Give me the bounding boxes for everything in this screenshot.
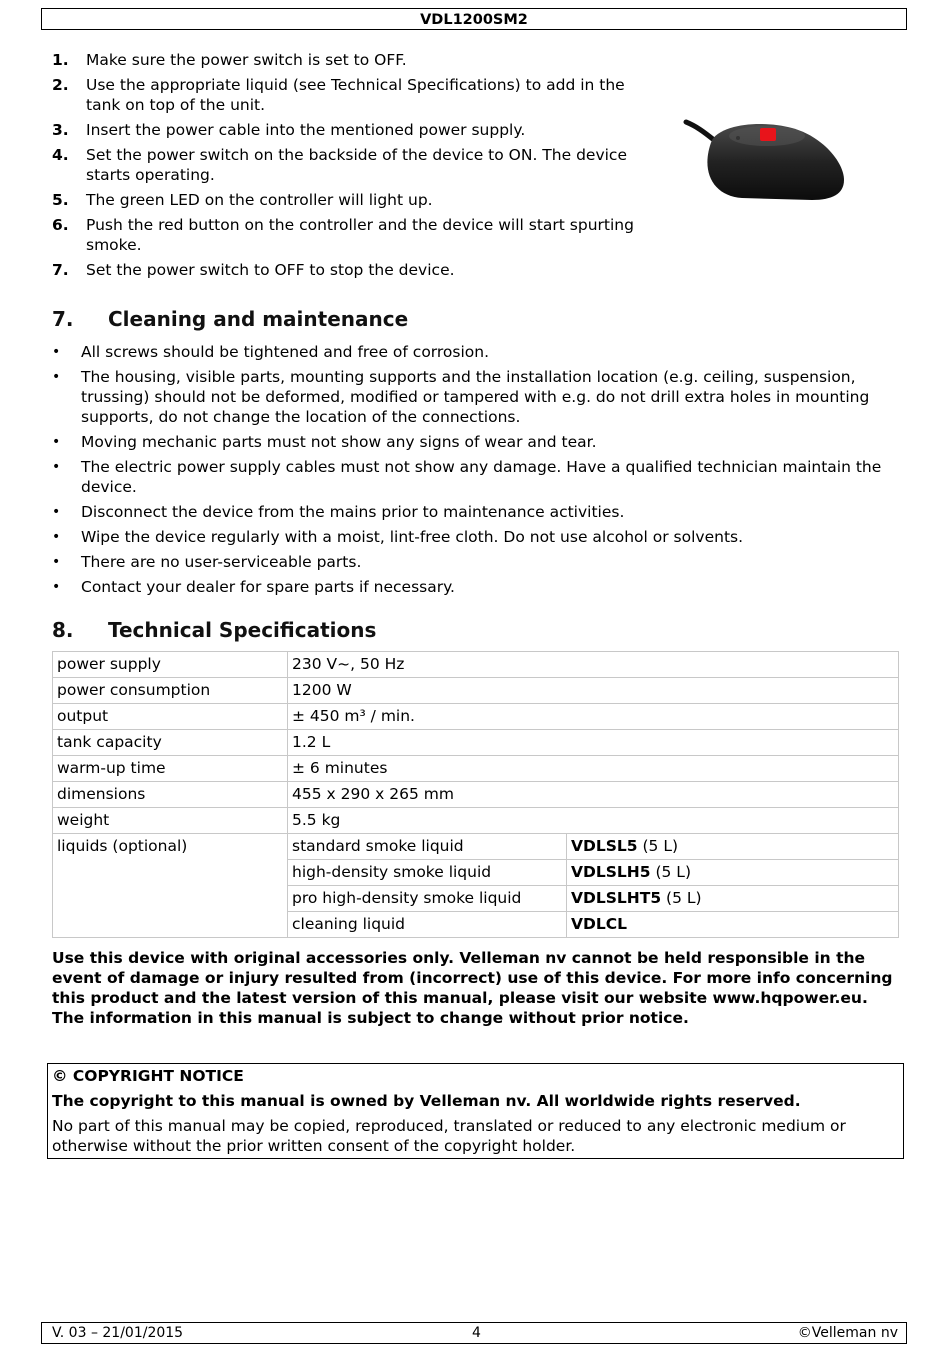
step-number: 6. — [52, 216, 69, 234]
liquid-name: standard smoke liquid — [288, 834, 567, 860]
table-row — [53, 834, 899, 860]
liquid-code: VDLCL — [567, 912, 899, 938]
section-heading: 7. Cleaning and maintenance — [52, 307, 409, 331]
step-text: The green LED on the controller will light up. — [86, 191, 433, 209]
remote-controller-image — [682, 110, 852, 210]
list-item: • Disconnect the device from the mains prior to maintenance activities. — [52, 503, 625, 521]
spec-label: output — [53, 704, 288, 730]
step-number: 4. — [52, 146, 69, 164]
list-item — [52, 145, 662, 185]
spec-value: 455 x 290 x 265 mm — [288, 782, 899, 808]
table-row — [53, 730, 899, 756]
liquid-code: VDLSLH5 (5 L) — [567, 860, 899, 886]
section-heading: 8. Technical Specifications — [52, 618, 377, 642]
step-text: Make sure the power switch is set to OFF. — [86, 51, 407, 69]
page-header: VDL1200SM2 — [41, 8, 907, 30]
spec-value: 230 V~, 50 Hz — [288, 652, 899, 678]
step-number: 7. — [52, 261, 69, 279]
spec-value: 1.2 L — [288, 730, 899, 756]
red-button-icon — [760, 128, 776, 141]
spec-value: ± 6 minutes — [288, 756, 899, 782]
liquid-code: VDLSL5 (5 L) — [567, 834, 899, 860]
step-number: 2. — [52, 76, 69, 94]
list-item — [52, 50, 662, 70]
liquid-name: high-density smoke liquid — [288, 860, 567, 886]
step-text: Push the red button on the controller and the device will start spurting smoke. — [86, 216, 634, 254]
step-text: Set the power switch to OFF to stop the device. — [86, 261, 455, 279]
list-item: • There are no user-serviceable parts. — [52, 553, 362, 571]
list-item — [52, 215, 662, 255]
maintenance-list — [52, 342, 902, 602]
table-row — [53, 652, 899, 678]
list-item — [52, 260, 662, 280]
footer-version: V. 03 – 21/01/2015 — [52, 1325, 184, 1341]
liquid-code: VDLSLHT5 (5 L) — [567, 886, 899, 912]
list-item: • Contact your dealer for spare parts if necessary. — [52, 578, 455, 596]
page-footer — [41, 1322, 907, 1344]
footer-brand: ©Velleman nv — [797, 1325, 898, 1341]
footer-page-number: 4 — [472, 1325, 481, 1341]
list-item — [52, 190, 662, 210]
copyright-box — [47, 1063, 904, 1159]
list-item: • The housing, visible parts, mounting supports and the installation location (e.g. ceiling, suspension, trussing) should not be deformed, modified or tampered with e.g. do not drill extra holes in mounting supports, do not change the location of the connections. — [52, 368, 870, 426]
spec-label: dimensions — [53, 782, 288, 808]
copyright-statement: The copyright to this manual is owned by Velleman nv. All worldwide rights reserved. — [52, 1092, 801, 1110]
spec-label: tank capacity — [53, 730, 288, 756]
list-item: • Moving mechanic parts must not show any signs of wear and tear. — [52, 433, 597, 451]
table-row — [53, 782, 899, 808]
table-row — [53, 756, 899, 782]
table-row — [53, 678, 899, 704]
spec-label: liquids (optional) — [53, 834, 288, 938]
spec-label: power supply — [53, 652, 288, 678]
copyright-title: © COPYRIGHT NOTICE — [52, 1067, 244, 1085]
copyright-text: No part of this manual may be copied, reproduced, translated or reduced to any electronic medium or otherwise without the prior written consent of the copyright holder. — [52, 1117, 846, 1155]
step-text: Insert the power cable into the mentioned power supply. — [86, 121, 526, 139]
spec-table — [52, 651, 899, 938]
list-item: • The electric power supply cables must not show any damage. Have a qualified technician maintain the device. — [52, 458, 882, 496]
spec-label: power consumption — [53, 678, 288, 704]
spec-value: ± 450 m³ / min. — [288, 704, 899, 730]
step-text: Set the power switch on the backside of the device to ON. The device starts operating. — [86, 146, 627, 184]
liquid-name: pro high-density smoke liquid — [288, 886, 567, 912]
spec-label: warm-up time — [53, 756, 288, 782]
liquid-name: cleaning liquid — [288, 912, 567, 938]
table-row — [53, 704, 899, 730]
steps-list — [52, 50, 662, 285]
table-row — [53, 808, 899, 834]
spec-value: 1200 W — [288, 678, 899, 704]
step-number: 5. — [52, 191, 69, 209]
step-number: 1. — [52, 51, 69, 69]
list-item: • All screws should be tightened and free of corrosion. — [52, 343, 490, 361]
spec-label: weight — [53, 808, 288, 834]
list-item — [52, 120, 662, 140]
disclaimer-notice: Use this device with original accessories only. Velleman nv cannot be held responsible in the event of damage or injury resulted from (incorrect) use of this device. For more info concerning this product and the latest version of this manual, please visit our website www.hqpower.eu. The information in this manual is subject to change without prior notice. — [52, 949, 893, 1027]
list-item: • Wipe the device regularly with a moist, lint-free cloth. Do not use alcohol or solvents. — [52, 528, 744, 546]
step-number: 3. — [52, 121, 69, 139]
step-text: Use the appropriate liquid (see Technical Specifications) to add in the tank on top of the unit. — [86, 76, 625, 114]
spec-value: 5.5 kg — [288, 808, 899, 834]
list-item — [52, 75, 662, 115]
